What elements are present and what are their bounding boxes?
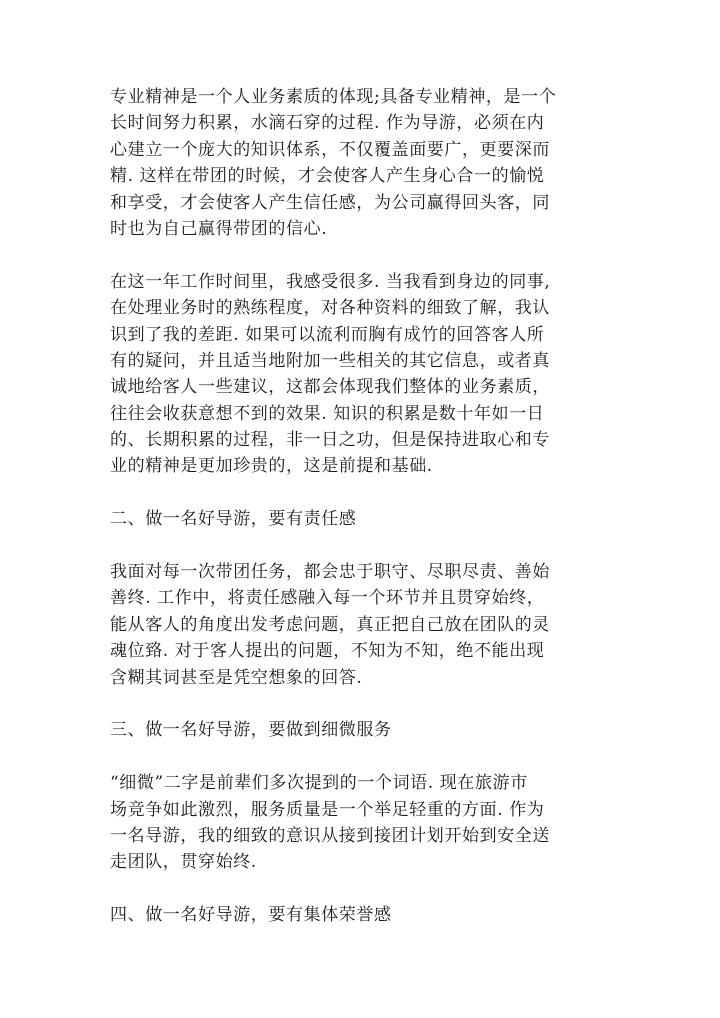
paragraph-spacer [110, 533, 610, 559]
text-line: 精. 这样在带团的时候，才会使客人产生身心合一的愉悦 [110, 166, 545, 187]
paragraph-spacer [110, 480, 610, 506]
text-line: 心建立一个庞大的知识体系，不仅覆盖面要广，更要深而 [110, 139, 550, 160]
paragraph-year-experience [110, 269, 610, 480]
text-line: 在处理业务时的熟练程度，对各种资料的细致了解，我认 [110, 298, 550, 319]
text-line: 业的精神是更加珍贵的，这是前提和基础. [110, 456, 433, 477]
section-heading-responsibility: 二、做一名好导游，要有责任感 [110, 509, 357, 530]
text-line: 有的疑问，并且适当地附加一些相关的其它信息，或者真 [110, 350, 550, 371]
paragraph-spacer [110, 744, 610, 770]
document-body [110, 84, 610, 929]
text-line: 识到了我的差距. 如果可以流利而胸有成竹的回答客人所 [110, 324, 545, 345]
text-line: 含糊其词甚至是凭空想象的回答. [110, 667, 363, 688]
text-line: 我面对每一次带团任务，都会忠于职守、尽职尽责、善始 [110, 562, 550, 583]
text-line: 走团队，贯穿始终. [110, 852, 257, 873]
text-line: 的、长期积累的过程，非一日之功，但是保持进取心和专 [110, 430, 550, 451]
paragraph-spacer [110, 242, 610, 268]
text-line: 和享受，才会使客人产生信任感，为公司赢得回头客，同 [110, 192, 550, 213]
text-line: 在这一年工作时间里，我感受很多. 当我看到身边的同事, [110, 271, 551, 292]
text-line: 魂位臵. 对于客人提出的问题，不知为不知，绝不能出现 [110, 641, 545, 662]
text-line: 一名导游，我的细致的意识从接到接团计划开始到安全送 [110, 825, 550, 846]
section-heading-collective-honor: 四、做一名好导游，要有集体荣誉感 [110, 905, 392, 926]
paragraph-professionalism [110, 84, 610, 242]
paragraph-responsibility [110, 559, 610, 691]
paragraph-spacer [110, 691, 610, 717]
text-line: 诚地给客人一些建议，这都会体现我们整体的业务素质， [110, 377, 550, 398]
paragraph-detailed-service [110, 770, 610, 876]
text-line: 能从客人的角度出发考虑问题，真正把自己放在团队的灵 [110, 614, 550, 635]
paragraph-spacer [110, 876, 610, 902]
section-heading-detailed-service: 三、做一名好导游，要做到细微服务 [110, 720, 392, 741]
text-line: “细微”二字是前辈们多次提到的一个词语. 现在旅游市 [110, 773, 528, 794]
text-line: 往往会收获意想不到的效果. 知识的积累是数十年如一日 [110, 403, 545, 424]
text-line: 场竞争如此激烈，服务质量是一个举足轻重的方面. 作为 [110, 799, 545, 820]
text-line: 时也为自己赢得带团的信心. [110, 218, 328, 239]
text-line: 专业精神是一个人业务素质的体现;具备专业精神，是一个 [110, 87, 557, 107]
text-line: 长时间努力积累，水滴石穿的过程. 作为导游，必须在内 [110, 113, 545, 134]
text-line: 善终. 工作中，将责任感融入每一个环节并且贯穿始终， [110, 588, 545, 609]
